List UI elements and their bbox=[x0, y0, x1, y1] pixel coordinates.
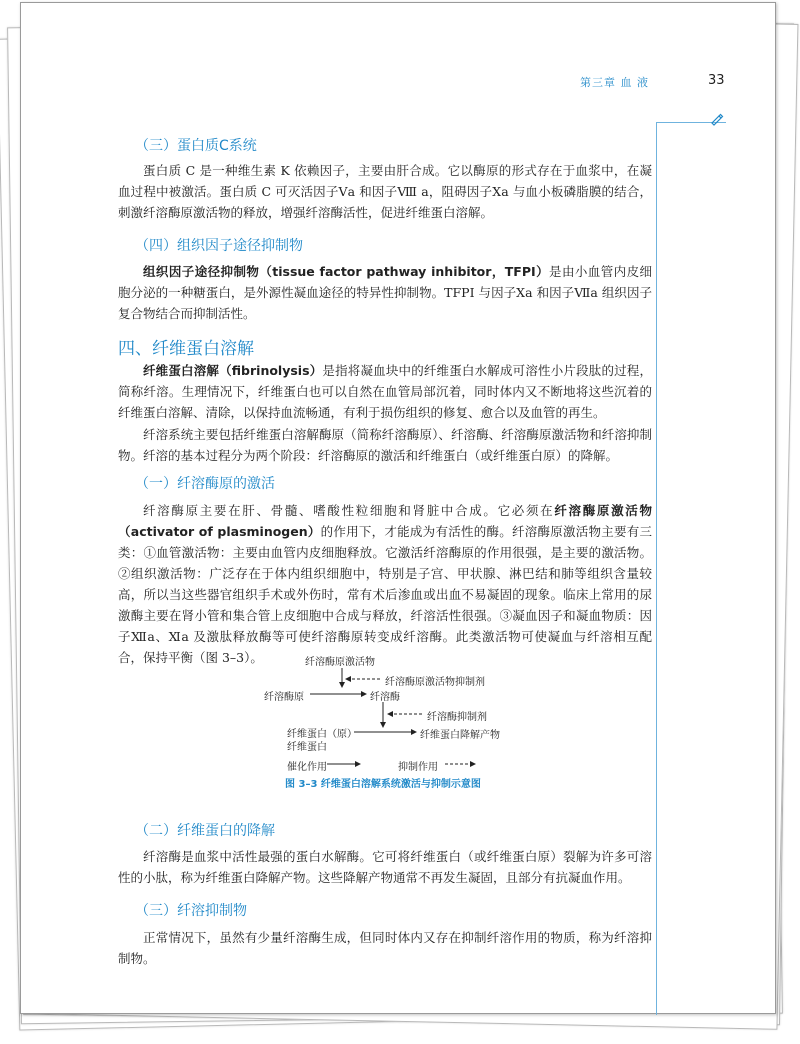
paragraph-activation-text-b: 的作用下，才能成为有活性的酶。纤溶酶原激活物主要有三类：①血管激活物：主要由血管内皮细胞释放。它激活纤溶酶原的作用很强，是主要的激活物。②组织激活物：广泛存在于体内组织细胞中，特别是子宫、甲状腺、淋巴结和肺等组织含量较高，所以当这些器官组织手术或外伤时，常有术后渗血或出血不易凝固的现象。临床上常用的尿激酶主要在肾小管和集合管上皮细胞中合成与释放，纤溶活性很强。③凝血因子和凝血物质：因子Ⅻa、Ⅺa 及激肽释放酶等可使纤溶酶原转变成纤溶酶。此类激活物可使凝血与纤溶相互配合，保持平衡（图 3–3）。 bbox=[118, 524, 652, 665]
paragraph-protein-c: 蛋白质 C 是一种维生素 K 依赖因子，主要由肝合成。它以酶原的形式存在于血浆中，在凝血过程中被激活。蛋白质 C 可灭活因子Ⅴa 和因子Ⅷ a，阻碍因子Ⅹa 与血小板磷脂膜的结合，刺激纤溶酶原激活物的释放，增强纤溶酶活性，促进纤维蛋白溶解。 bbox=[118, 163, 652, 220]
page-number: 33 bbox=[708, 73, 725, 88]
paragraph-fibrinolysis-text: 是指将凝血块中的纤维蛋白水解成可溶性小片段肽的过程，简称纤溶。生理情况下，纤维蛋白也可以自然在血管局部沉着，同时体内又不断地将这些沉着的纤维蛋白溶解、清除，以保持血流畅通，有利于损伤组织的修复、愈合以及血管的再生。 bbox=[118, 363, 652, 420]
diagram-degradation-product: 纤维蛋白降解产物 bbox=[420, 730, 500, 741]
section-heading-degradation: （二）纤维蛋白的降解 bbox=[135, 823, 275, 839]
paragraph-activation-text-a: 纤溶酶原主要在肝、骨髓、嗜酸性粒细胞和肾脏中合成。它必须在 bbox=[143, 503, 555, 518]
pen-icon bbox=[710, 112, 724, 126]
running-header-chapter: 第三章 血 液 bbox=[580, 76, 649, 89]
paragraph-inhibitors: 正常情况下，虽然有少量纤溶酶生成，但同时体内又存在抑制纤溶作用的物质，称为纤溶抑制物。 bbox=[118, 930, 652, 966]
term-plasminogen-activator: 纤溶酶原激活物（activator of plasminogen） bbox=[118, 503, 652, 539]
paragraph-fibrinolysis-definition bbox=[118, 360, 652, 423]
diagram-activator: 纤溶酶原激活物 bbox=[305, 657, 375, 668]
paragraph-degradation: 纤溶酶是血浆中活性最强的蛋白水解酶。它可将纤维蛋白（或纤维蛋白原）裂解为许多可溶性的小肽，称为纤维蛋白降解产物。这些降解产物通常不再发生凝固，且部分有抗凝血作用。 bbox=[118, 849, 652, 885]
section-heading-protein-c: （三）蛋白质C系统 bbox=[135, 138, 257, 154]
paragraph-tfpi bbox=[118, 261, 652, 324]
fibrinolysis-diagram bbox=[250, 652, 550, 792]
term-tfpi: 组织因子途径抑制物（tissue factor pathway inhibitor，TFPI） bbox=[143, 264, 550, 279]
diagram-fibrin: 纤维蛋白 bbox=[287, 742, 327, 753]
diagram-plasmin-inhibitor: 纤溶酶抑制剂 bbox=[427, 712, 487, 723]
diagram-activator-inhibitor: 纤溶酶原激活物抑制剂 bbox=[385, 677, 485, 688]
figure-caption: 图 3–3 纤维蛋白溶解系统激活与抑制示意图 bbox=[285, 779, 481, 790]
section-heading-activation: （一）纤溶酶原的激活 bbox=[135, 476, 275, 492]
diagram-plasmin: 纤溶酶 bbox=[370, 692, 400, 703]
section-heading-fibrinolysis: 四、纤维蛋白溶解 bbox=[118, 339, 254, 359]
paragraph-tfpi-text: 是由小血管内皮细胞分泌的一种糖蛋白，是外源性凝血途径的特异性抑制物。TFPI 与因子Ⅹa 和因子Ⅶa 组织因子复合物结合而抑制活性。 bbox=[118, 264, 652, 321]
section-heading-inhibitors: （三）纤溶抑制物 bbox=[135, 903, 247, 919]
margin-rule bbox=[656, 122, 657, 1015]
paragraph-fibrinolysis-system: 纤溶系统主要包括纤维蛋白溶解酶原（简称纤溶酶原）、纤溶酶、纤溶酶原激活物和纤溶抑制物。纤溶的基本过程分为两个阶段：纤溶酶原的激活和纤维蛋白（或纤维蛋白原）的降解。 bbox=[118, 427, 652, 463]
paragraph-activation bbox=[118, 500, 652, 668]
legend-inhibition-label: 抑制作用 bbox=[398, 762, 438, 773]
diagram-fibrinogen: 纤维蛋白（原） bbox=[287, 729, 357, 740]
section-heading-tfpi: （四）组织因子途径抑制物 bbox=[135, 238, 303, 254]
term-fibrinolysis: 纤维蛋白溶解（fibrinolysis） bbox=[143, 363, 323, 378]
legend-catalysis-label: 催化作用 bbox=[287, 762, 327, 773]
diagram-plasminogen: 纤溶酶原 bbox=[264, 692, 304, 703]
